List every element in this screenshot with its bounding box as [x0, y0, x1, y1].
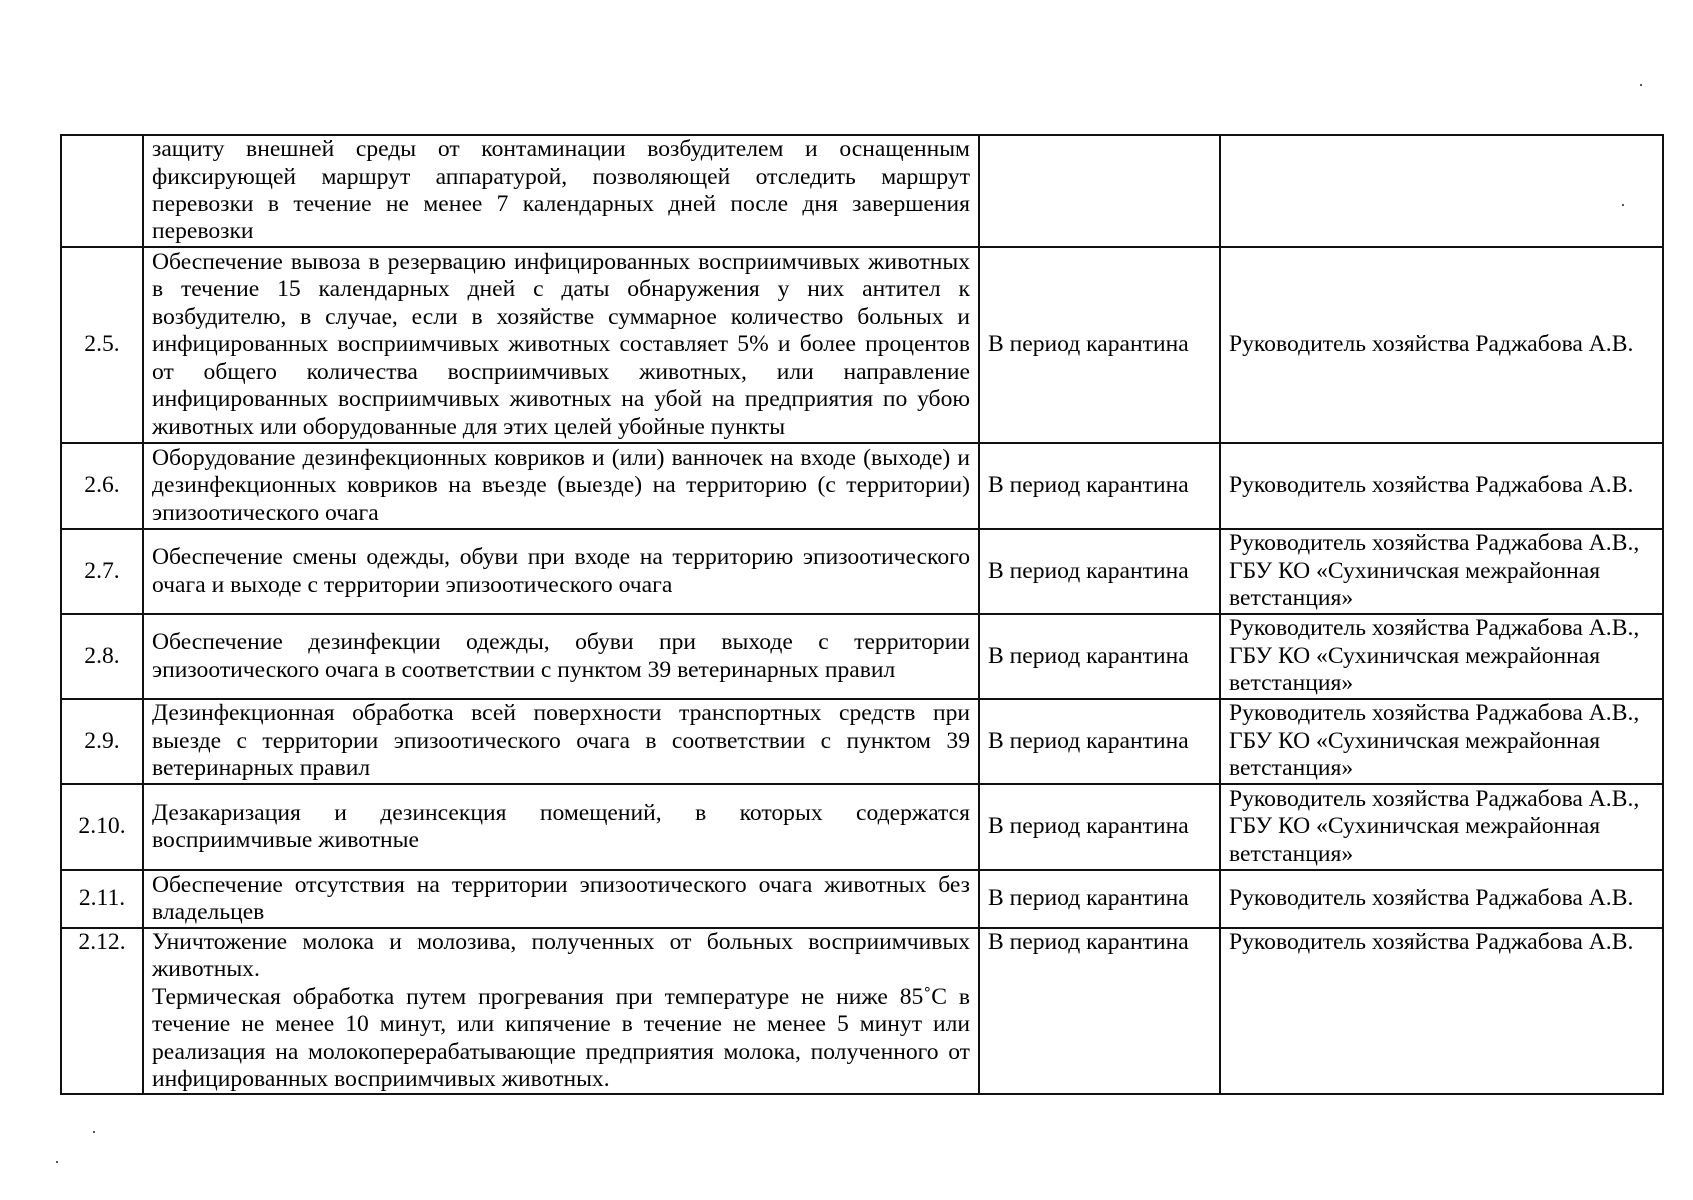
measure-term: В период карантина	[979, 784, 1220, 870]
measure-term: В период карантина	[979, 443, 1220, 529]
measure-description-text: защиту внешней среды от контаминации возбудителем и оснащенным фиксирующей маршрут аппаратурой, позволяющей отследить маршрут перевозки в течение не менее 7 календарных дней после дня завершения перевозки	[152, 136, 970, 245]
row-number: 2.7.	[61, 529, 143, 614]
measure-term: В период карантина	[979, 529, 1220, 614]
measure-responsible: Руководитель хозяйства Раджабова А.В., ГБУ КО «Сухиничская межрайонная ветстанция»	[1220, 529, 1663, 614]
measure-description-text: Дезакаризация и дезинсекция помещений, в которых содержатся восприимчивые животные	[152, 799, 970, 853]
measure-description-text: Обеспечение смены одежды, обуви при входе на территорию эпизоотического очага и выходе с территории эпизоотического очага	[152, 544, 970, 598]
measure-description-text: Дезинфекционная обработка всей поверхности транспортных средств при выезде с территории эпизоотического очага в соответствии с пунктом 39 ветеринарных правил	[152, 700, 970, 782]
measure-term: В период карантина	[979, 699, 1220, 784]
table-row	[61, 870, 1663, 928]
measures-table	[60, 134, 1664, 1095]
measure-description	[143, 784, 979, 870]
measure-description	[143, 443, 979, 529]
row-number: 2.12.	[61, 928, 143, 1094]
scan-speck	[56, 1161, 58, 1163]
measure-description	[143, 699, 979, 784]
measure-term	[979, 135, 1220, 247]
table-row	[61, 529, 1663, 614]
table-row	[61, 135, 1663, 247]
scan-speck	[93, 1131, 95, 1133]
row-number: 2.9.	[61, 699, 143, 784]
table-row	[61, 699, 1663, 784]
measure-description-text: Обеспечение отсутствия на территории эпизоотического очага животных без владельцев	[152, 871, 970, 925]
measure-description	[143, 247, 979, 443]
measure-description-text: Оборудование дезинфекционных ковриков и (или) ванночек на входе (выходе) и дезинфекционных ковриков на въезде (выезде) на территорию (с территории) эпизоотического очага	[152, 444, 970, 526]
measure-responsible: Руководитель хозяйства Раджабова А.В.	[1220, 928, 1663, 1094]
measure-responsible: Руководитель хозяйства Раджабова А.В., ГБУ КО «Сухиничская межрайонная ветстанция»	[1220, 699, 1663, 784]
measure-responsible: Руководитель хозяйства Раджабова А.В.	[1220, 870, 1663, 928]
measure-term: В период карантина	[979, 247, 1220, 443]
table-row	[61, 247, 1663, 443]
measure-term: В период карантина	[979, 614, 1220, 699]
row-number: 2.8.	[61, 614, 143, 699]
measure-responsible: Руководитель хозяйства Раджабова А.В.	[1220, 443, 1663, 529]
measure-responsible: Руководитель хозяйства Раджабова А.В.	[1220, 247, 1663, 443]
table-row	[61, 784, 1663, 870]
measure-description	[143, 870, 979, 928]
row-number: 2.11.	[61, 870, 143, 928]
measure-responsible: Руководитель хозяйства Раджабова А.В., ГБУ КО «Сухиничская межрайонная ветстанция»	[1220, 784, 1663, 870]
measure-term: В период карантина	[979, 870, 1220, 928]
measure-responsible	[1220, 135, 1663, 247]
scan-speck	[1622, 204, 1624, 206]
measure-description	[143, 135, 979, 247]
measure-description	[143, 928, 979, 1094]
scan-speck	[1640, 84, 1642, 86]
table-row	[61, 614, 1663, 699]
row-number: 2.5.	[61, 247, 143, 443]
measure-responsible: Руководитель хозяйства Раджабова А.В., ГБУ КО «Сухиничская межрайонная ветстанция»	[1220, 614, 1663, 699]
row-number	[61, 135, 143, 247]
measure-term: В период карантина	[979, 928, 1220, 1094]
table-row	[61, 443, 1663, 529]
measure-description-text-2: Термическая обработка путем прогревания при температуре не ниже 85˚С в течение не менее 10 минут, или кипячение в течение не менее 5 минут или реализация на молокоперерабатывающие предприятия молока, полученного от инфицированных восприимчивых животных.	[152, 983, 970, 1093]
row-number: 2.6.	[61, 443, 143, 529]
measure-description	[143, 529, 979, 614]
measure-description-text: Обеспечение дезинфекции одежды, обуви при выходе с территории эпизоотического очага в соответствии с пунктом 39 ветеринарных правил	[152, 629, 970, 683]
row-number: 2.10.	[61, 784, 143, 870]
measure-description-text: Обеспечение вывоза в резервацию инфицированных восприимчивых животных в течение 15 календарных дней с даты обнаружения у них антител к возбудителю, в случае, если в хозяйстве суммарное количество больных и инфицированных восприимчивых животных составляет 5% и более процентов от общего количества восприимчивых животных, или направление инфицированных восприимчивых животных на убой на предприятия по убою животных или оборудованные для этих целей убойные пункты	[152, 249, 970, 440]
measure-description	[143, 614, 979, 699]
table-row	[61, 928, 1663, 1094]
measure-description-text: Уничтожение молока и молозива, полученных от больных восприимчивых животных.	[152, 929, 970, 983]
